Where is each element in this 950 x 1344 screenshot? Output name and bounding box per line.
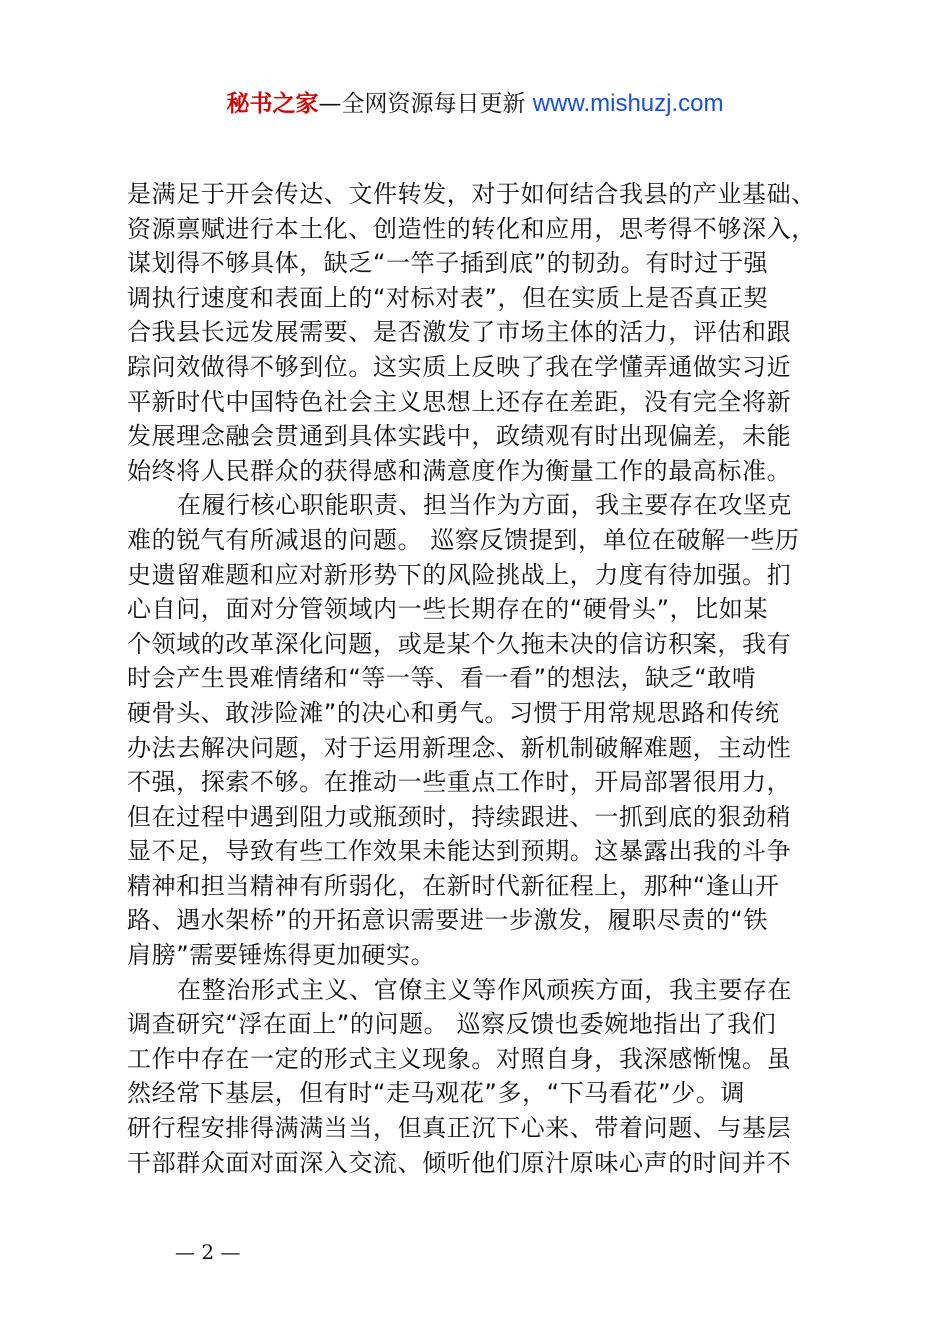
page-number: — 2 — [175,1240,241,1264]
text-line: 资源禀赋进行本土化、创造性的转化和应用，思考得不够深入， [127,214,816,243]
text-line: 肩膀”需要锤炼得更加硬实。 [127,941,436,970]
text-line: 心自问，面对分管领域内一些长期存在的“硬骨头”，比如某 [127,595,769,624]
text-line: 谋划得不够具体，缺乏“一竿子插到底”的韧劲。有时过于强 [127,249,769,278]
text-line: 精神和担当精神有所弱化，在新时代新征程上，那种“逢山开 [127,871,780,900]
text-line: 然经常下基层，但有时“走马观花”多，“下马看花”少。调 [127,1079,745,1108]
text-line: 但在过程中遇到阻力或瓶颈时，持续跟进、一抓到底的狠劲稍 [127,802,792,831]
text-line: 始终将人民群众的获得感和满意度作为衡量工作的最高标准。 [127,456,792,485]
text-line: 办法去解决问题，对于运用新理念、新机制破解难题，主动性 [127,733,792,762]
text-line: 调执行速度和表面上的“对标对表”，但在实质上是否真正契 [127,283,769,312]
text-line: 是满足于开会传达、文件转发，对于如何结合我县的产业基础、 [127,180,816,208]
site-header [0,84,950,124]
paragraph-first-line: 在履行核心职能职责、担当作为方面，我主要存在攻坚克 [177,491,792,520]
text-line: 发展理念融会贯通到具体实践中，政绩观有时出现偏差，未能 [127,422,792,451]
text-line: 合我县长远发展需要、是否激发了市场主体的活力，评估和跟 [127,318,792,347]
text-line: 个领域的改革深化问题，或是某个久拖未决的信访积案，我有 [127,629,792,658]
text-line: 时会产生畏难情绪和“等一等、看一看”的想法，缺乏“敢啃 [127,664,757,693]
text-line: 路、遇水架桥”的开拓意识需要进一步激发，履职尽责的“铁 [127,906,769,935]
header-tagline: —全网资源每日更新 [318,91,533,117]
text-line: 踪问效做得不够到位。这实质上反映了我在学懂弄通做实习近 [127,352,792,381]
text-line: 显不足，导致有些工作效果未能达到预期。这暴露出我的斗争 [127,837,792,866]
paragraph-first-line: 在整治形式主义、官僚主义等作风顽疾方面，我主要存在 [177,975,792,1004]
text-line: 硬骨头、敢涉险滩”的决心和勇气。习惯于用常规思路和传统 [127,698,780,727]
text-line: 不强，探索不够。在推动一些重点工作时，开局部署很用力， [127,768,792,797]
text-line: 调查研究“浮在面上”的问题。 巡察反馈也委婉地指出了我们 [127,1010,777,1039]
document-body [127,177,827,1180]
text-line: 史遗留难题和应对新形势下的风险挑战上，力度有待加强。扪 [127,560,792,589]
brand-name: 秘书之家 [226,91,319,117]
text-line: 工作中存在一定的形式主义现象。对照自身，我深感惭愧。虽 [127,1044,792,1073]
text-line: 难的锐气有所减退的问题。 巡察反馈提到，单位在破解一些历 [127,525,800,554]
text-line: 平新时代中国特色社会主义思想上还存在差距，没有完全将新 [127,387,792,416]
text-line: 研行程安排得满满当当，但真正沉下心来、带着问题、与基层 [127,1114,792,1143]
text-line: 干部群众面对面深入交流、倾听他们原汁原味心声的时间并不 [127,1148,792,1177]
site-url-link[interactable]: www.mishuzj.com [532,90,724,117]
